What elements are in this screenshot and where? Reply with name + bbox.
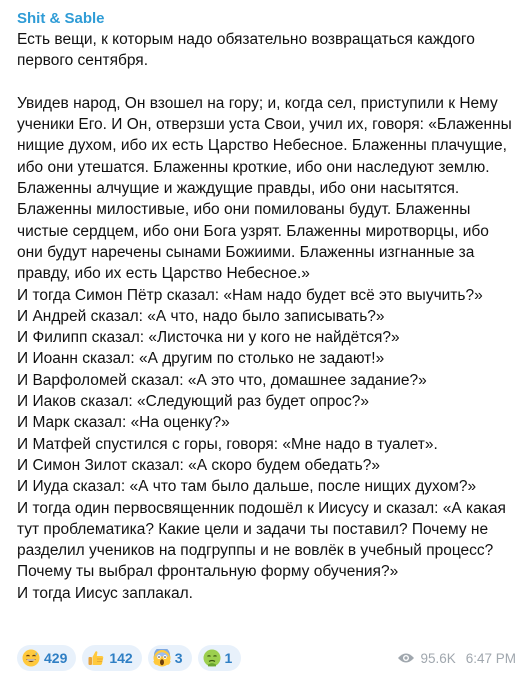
reaction-count: 142 bbox=[109, 650, 133, 666]
thumbs-up-emoji-icon bbox=[87, 649, 105, 667]
eye-icon bbox=[397, 652, 415, 664]
message-meta bbox=[397, 651, 516, 666]
reaction-count: 429 bbox=[44, 650, 68, 666]
reactions-bar bbox=[17, 645, 241, 671]
reaction-count: 3 bbox=[174, 650, 183, 666]
reaction-screaming-face[interactable] bbox=[148, 645, 192, 671]
nauseated-face-emoji-icon bbox=[203, 649, 221, 667]
message-time: 6:47 PM bbox=[465, 650, 516, 666]
grinning-sweat-emoji-icon bbox=[22, 649, 40, 667]
reaction-count: 1 bbox=[224, 650, 233, 666]
views-count: 95.6K bbox=[420, 650, 456, 666]
channel-name[interactable]: Shit & Sable bbox=[17, 10, 105, 27]
reaction-nauseated-face[interactable] bbox=[198, 645, 242, 671]
reaction-grinning-sweat[interactable] bbox=[17, 645, 76, 671]
reaction-thumbs-up[interactable] bbox=[82, 645, 141, 671]
screaming-face-emoji-icon bbox=[153, 649, 171, 667]
message-footer bbox=[17, 644, 516, 672]
message-text: Есть вещи, к которым надо обязательно возвращаться каждого первого сентября. Увидев народ, Он взошел на гору; и, когда сел, приступили к Нему ученики Его. И Он, отверзши уста Свои, учил их, говоря: «Блаженны нищие духом, ибо их есть Царство Небесное. Блаженны плачущие, ибо они утешатся. Блаженны кроткие, ибо они наследуют землю. Блаженны алчущие и жаждущие правды, ибо они насытятся. Блаженны милостивые, ибо они помилованы будут. Блаженны чистые сердцем, ибо они Бога узрят. Блаженны миротворцы, ибо они будут наречены сынами Божиими. Блаженны изгнанные за правду, ибо их есть Царство Небесное.» И тогда Симон Пётр сказал: «Нам надо будет всё это выучить?» И Андрей сказал: «А что, надо было записывать?» И Филипп сказал: «Листочка ни у кого не найдётся?» И Иоанн сказал: «А другим по столько не задают!» И Варфоломей сказал: «А это что, домашнее задание?» И Иаков сказал: «Следующий раз будет опрос?» И Марк сказал: «На оценку?» И Матфей спустился с горы, говоря: «Мне надо в туалет». И Симон Зилот сказал: «А скоро будем обедать?» И Иуда сказал: «А что там было дальше, после нищих духом?» И тогда один первосвященник подошёл к Иисусу и сказал: «А какая тут проблематика? Какие цели и задачи ты поставил? Почему не разделил учеников на подгруппы и не вовлёк в учебный процесс? Почему ты выбрал фронтальную форму обучения?» И тогда Иисус заплакал. bbox=[17, 31, 512, 602]
